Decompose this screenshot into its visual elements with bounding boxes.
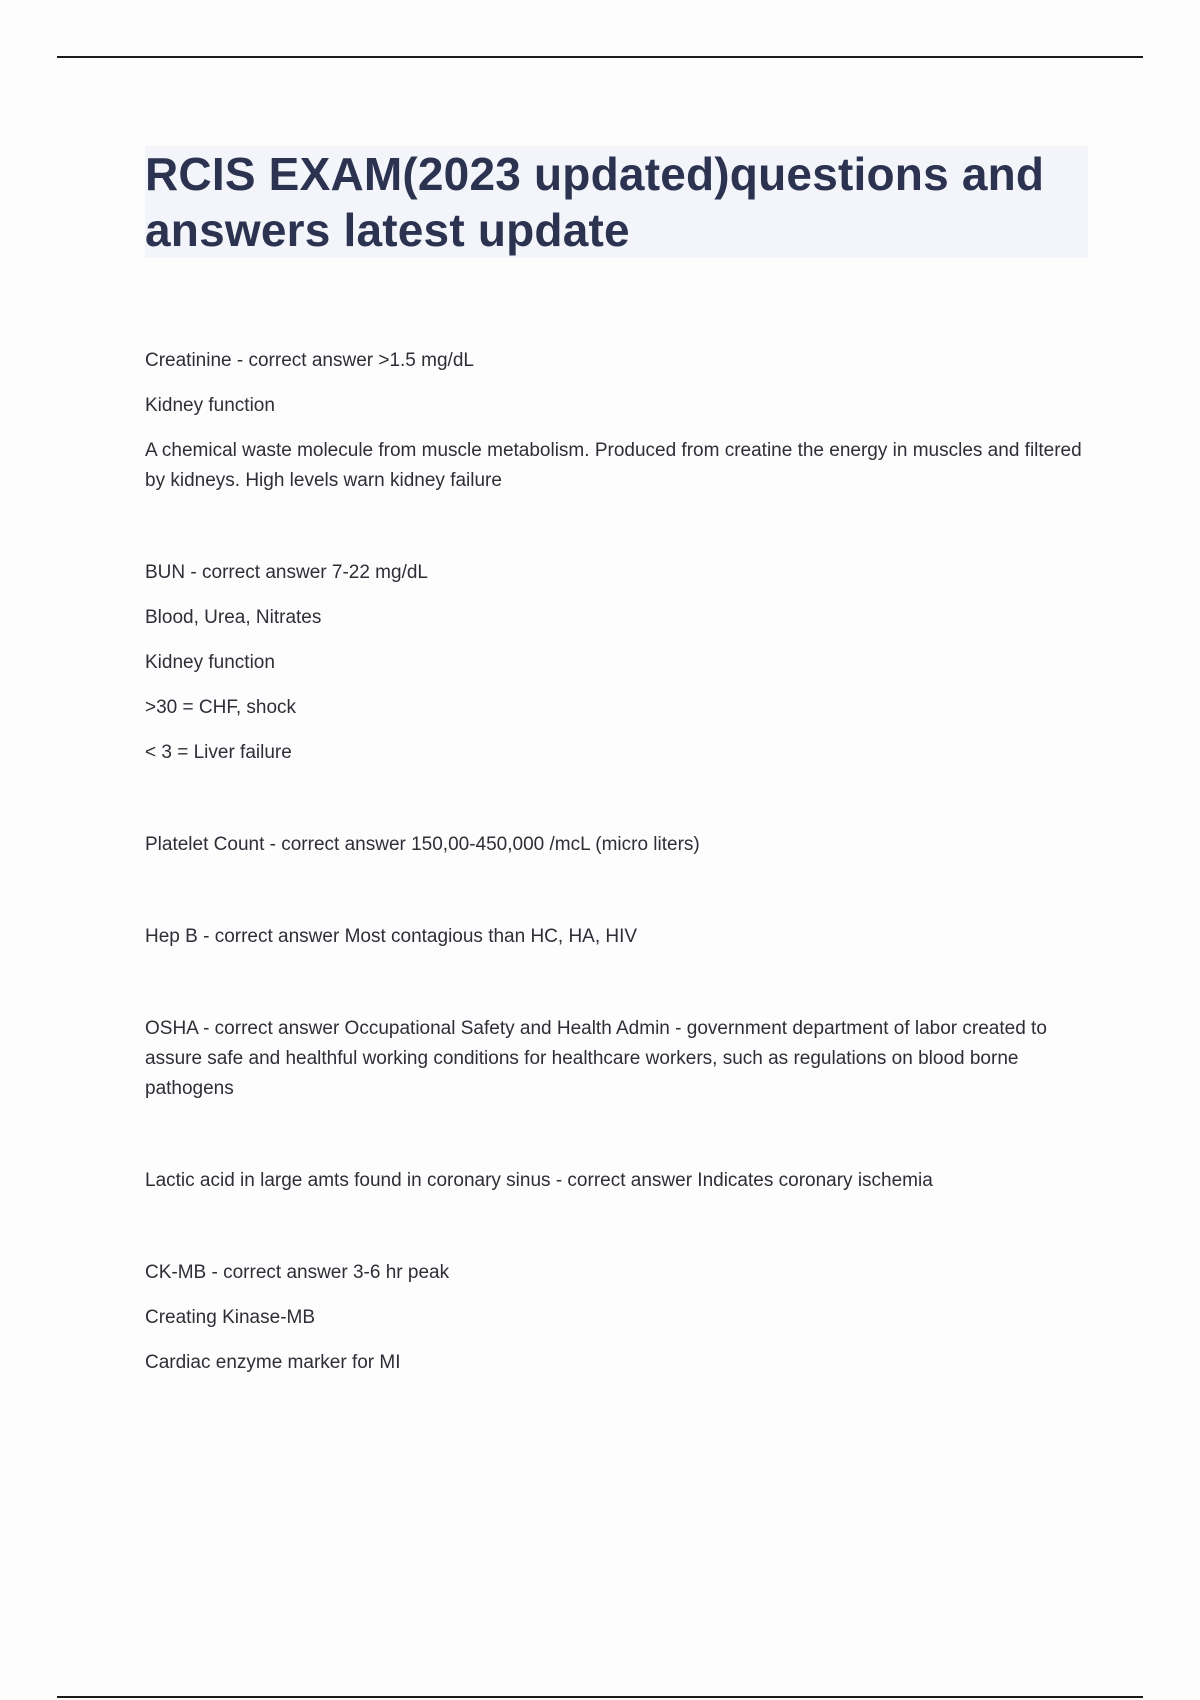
title-box <box>145 146 1088 258</box>
entry-line: Kidney function <box>145 652 275 673</box>
entry-platelet-count <box>145 830 1090 860</box>
entry-line: Creating Kinase-MB <box>145 1307 316 1328</box>
entry-line: A chemical waste molecule from muscle metabolism. Produced from creatine the energy in muscles and filtered by kidneys. High levels warn kidney failure <box>145 440 1082 491</box>
entry-line: Hep B - correct answer Most contagious than HC, HA, HIV <box>145 926 638 947</box>
entry-line: < 3 = Liver failure <box>145 742 292 763</box>
entry-line: Kidney function <box>145 395 275 416</box>
entry-hep-b <box>145 922 1090 952</box>
entry-ck-mb <box>145 1258 1090 1378</box>
bottom-rule <box>57 1696 1143 1698</box>
top-rule <box>57 56 1143 58</box>
entry-creatinine <box>145 346 1090 496</box>
page-title: RCIS EXAM(2023 updated)questions and answers latest update <box>145 148 1045 256</box>
entry-line: Creatinine - correct answer >1.5 mg/dL <box>145 350 474 371</box>
entry-line: Cardiac enzyme marker for MI <box>145 1352 401 1373</box>
entry-lactic-acid <box>145 1166 1090 1196</box>
entry-osha <box>145 1014 1090 1104</box>
entry-line: OSHA - correct answer Occupational Safety and Health Admin - government department of labor created to assure safe and healthful working conditions for healthcare workers, such as regulations on blood borne pathogens <box>145 1018 1047 1099</box>
entry-line: BUN - correct answer 7-22 mg/dL <box>145 562 428 583</box>
entry-line: Blood, Urea, Nitrates <box>145 607 322 628</box>
entry-line: Lactic acid in large amts found in coronary sinus - correct answer Indicates coronary ischemia <box>145 1170 933 1191</box>
entry-line: CK-MB - correct answer 3-6 hr peak <box>145 1262 450 1283</box>
document-body <box>145 346 1090 1378</box>
entry-bun <box>145 558 1090 768</box>
entry-line: Platelet Count - correct answer 150,00-450,000 /mcL (micro liters) <box>145 834 700 855</box>
entry-line: >30 = CHF, shock <box>145 697 297 718</box>
